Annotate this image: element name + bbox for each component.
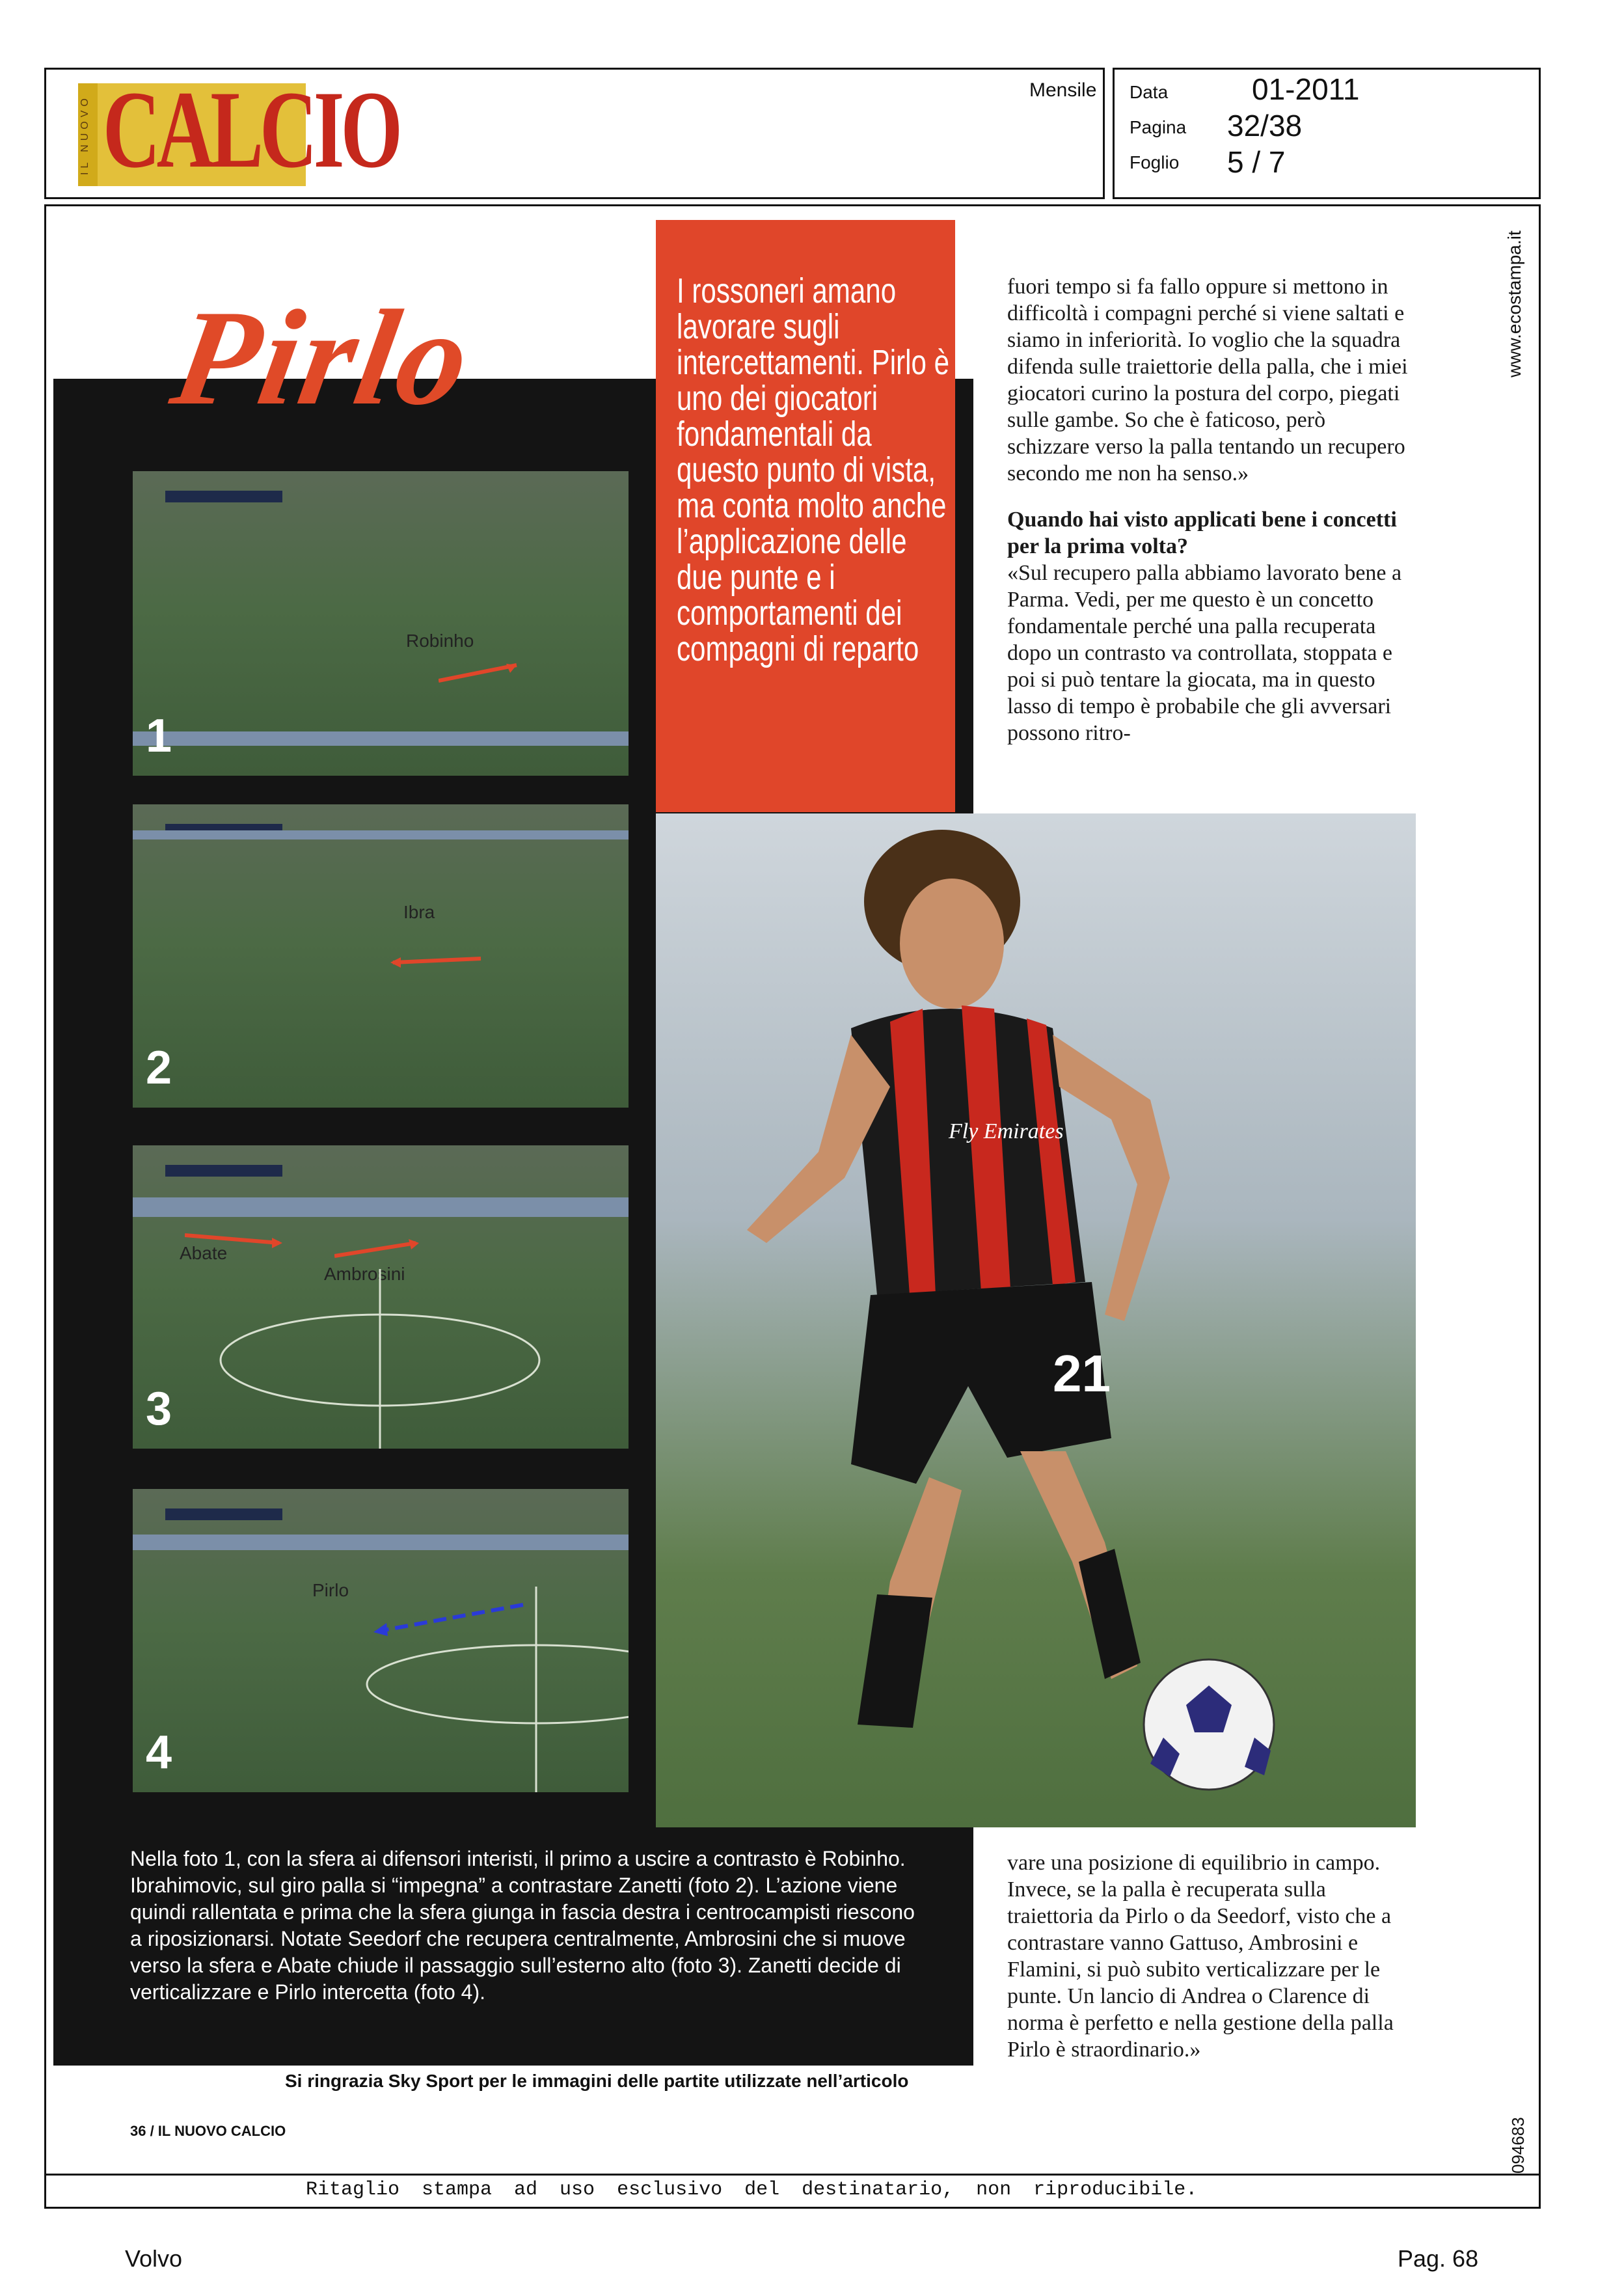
shirt-number: 21 xyxy=(1053,1344,1111,1402)
shot-number: 1 xyxy=(146,710,172,762)
sheet-label: Foglio xyxy=(1130,152,1180,172)
scoreboard xyxy=(165,491,282,502)
player-figure xyxy=(656,813,1416,1827)
photo-caption: Nella foto 1, con la sfera ai difensori interisti, il primo a uscire a contrasto è Robinho. Ibrahimovic, sul giro palla si “impegna” a contrastare Zanetti (foto 2). L’azione viene quindi rallentata e prima che la sfera giunga in fascia destra i centrocampisti riescono a riposizionarsi. Notate Seedorf che recupera centralmente, Ambrosini che si muove verso la sfera e Abate chiude il passaggio sull’esterno alto (foto 3). Zanetti decide di verticalizzare e Pirlo intercetta (foto 4). xyxy=(130,1847,915,2004)
stadium-banner xyxy=(133,731,629,746)
column-text-top xyxy=(1007,273,1413,746)
match-shot-2 xyxy=(133,804,629,1108)
arrow-icon xyxy=(386,951,484,970)
date-label: Data xyxy=(1130,82,1169,102)
page-reference: 36 / IL NUOVO CALCIO xyxy=(130,2123,286,2139)
pitch-lines xyxy=(133,1489,629,1792)
column-paragraph-2: «Sul recupero palla abbiamo lavorato bene a Parma. Vedi, per me questo è un concetto fondamentale perché una palla recuperata dopo un contrasto va controllata, stoppata e poi si può tentare la giocata, ma in questo lasso di tempo è probabile che gli avversari possono ritro- xyxy=(1007,561,1402,745)
page-value: 32/38 xyxy=(1227,109,1303,143)
shot-number: 4 xyxy=(146,1726,172,1779)
column-paragraph-1: fuori tempo si fa fallo oppure si mettono in difficoltà i compagni perché si viene saltati e siamo in inferiorità. Io voglio che la squadra difenda sulle traiettorie della palla, che i miei giocatori curino la postura del corpo, piegati sulle gambe. So che è faticoso, però schizzare verso la palla tentando un recupero secondo me non ha senso.» xyxy=(1007,275,1408,485)
copyright-notice: Ritaglio stampa ad uso esclusivo del destinatario, non riproducibile. xyxy=(306,2179,1198,2201)
player-label: Robinho xyxy=(406,631,474,651)
notice-divider xyxy=(46,2174,1539,2176)
column-text-bottom: vare una posizione di equilibrio in campo. Invece, se la palla è recuperata sulla traiettoria da Pirlo o da Seedorf, visto che a contrastare vanno Gattuso, Ambrosini e Flamini, si può subito verticalizzare per le punte. Un lancio di Andrea o Clarence di norma è perfetto e nella gestione della palla Pirlo è straordinario.» xyxy=(1007,1851,1394,2062)
date-value: 01-2011 xyxy=(1252,72,1360,106)
side-website: www.ecostampa.it xyxy=(1504,230,1524,377)
player-label-2: Ambrosini xyxy=(324,1264,405,1284)
side-code: 094683 xyxy=(1508,2117,1528,2174)
article-title: Pirlo xyxy=(162,282,483,433)
logo-small-text: IL NUOVO xyxy=(79,94,90,175)
stadium-banner xyxy=(133,830,629,839)
footer-page: Pag. 68 xyxy=(1398,2245,1479,2272)
pull-quote: I rossoneri amano lavorare sugli intercettamenti. Pirlo è uno dei giocatori fondamentali da questo punto di vista, ma conta molto anche l’applicazione delle due punte e i comportamenti dei compagni di reparto xyxy=(677,271,950,668)
page-label: Pagina xyxy=(1130,117,1187,137)
shot-number: 3 xyxy=(146,1383,172,1435)
footer-client: Volvo xyxy=(125,2245,183,2272)
player-photo xyxy=(656,813,1416,1827)
match-shot-1 xyxy=(133,471,629,776)
match-shot-4 xyxy=(133,1489,629,1792)
shot-number: 2 xyxy=(146,1042,172,1094)
player-label: Pirlo xyxy=(312,1580,349,1600)
match-shot-3 xyxy=(133,1145,629,1449)
arrow-icon xyxy=(439,660,523,686)
logo-main-text: CALCIO xyxy=(103,68,399,191)
player-label: Ibra xyxy=(403,902,435,922)
frequency-label: Mensile xyxy=(1029,79,1097,101)
question-heading: Quando hai visto applicati bene i concetti per la prima volta? xyxy=(1007,508,1397,558)
player-label: Abate xyxy=(180,1243,228,1263)
sheet-value: 5 / 7 xyxy=(1227,145,1286,179)
sponsor-text: Fly Emirates xyxy=(949,1119,1064,1143)
photo-credit: Si ringrazia Sky Sport per le immagini delle partite utilizzate nell’articolo xyxy=(285,2071,909,2091)
pitch-lines xyxy=(133,1145,629,1449)
